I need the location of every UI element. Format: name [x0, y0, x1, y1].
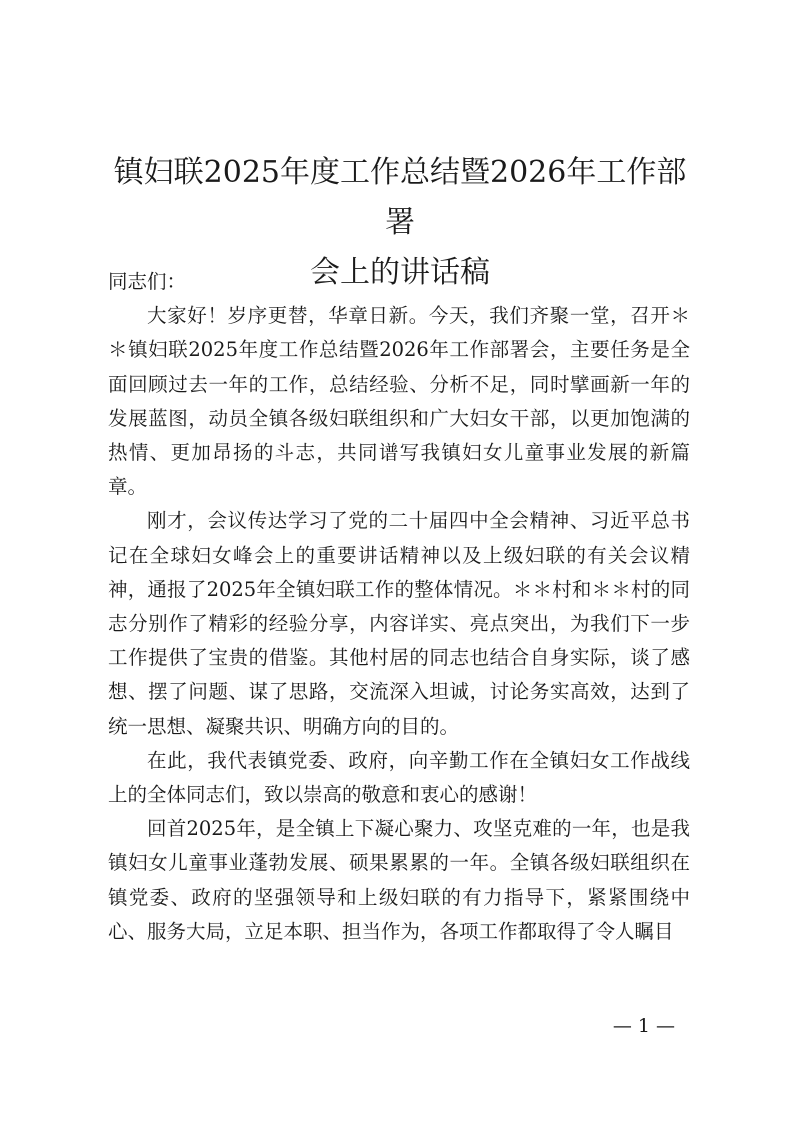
paragraph: 大家好！岁序更替，华章日新。今天，我们齐聚一堂，召开＊＊镇妇联2025年度工作总结暨2026年工作部署会，主要任务是全面回顾过去一年的工作，总结经验、分析不足，同时擘画新一年的发展蓝图，动员全镇各级妇联组织和广大妇女干部，以更加饱满的热情、更加昂扬的斗志，共同谱写我镇妇女儿童事业发展的新篇章。 — [108, 304, 690, 499]
paragraph: 刚才，会议传达学习了党的二十届四中全会精神、习近平总书记在全球妇女峰会上的重要讲话精神以及上级妇联的有关会议精神，通报了2025年全镇妇联工作的整体情况。＊＊村和＊＊村的同志分别作了精彩的经验分享，内容详实、亮点突出，为我们下一步工作提供了宝贵的借鉴。其他村居的同志也结合自身实际，谈了感想、摆了问题、谋了思路，交流深入坦诚，讨论务实高效，达到了统一思想、凝聚共识、明确方向的目的。 — [108, 509, 690, 738]
page-number: — 1 — — [612, 1015, 675, 1037]
title-line-2: 会上的讲话稿 — [310, 255, 490, 290]
title-line-1: 镇妇联2025年度工作总结暨2026年工作部署 — [113, 155, 687, 240]
document-body — [108, 265, 690, 949]
salutation: 同志们： — [108, 270, 187, 293]
paragraph: 回首2025年，是全镇上下凝心聚力、攻坚克难的一年，也是我镇妇女儿童事业蓬勃发展、硕果累累的一年。全镇各级妇联组织在镇党委、政府的坚强领导和上级妇联的有力指导下，紧紧围绕中心、服务大局，立足本职、担当作为，各项工作都取得了令人瞩目 — [108, 817, 690, 943]
paragraph: 在此，我代表镇党委、政府，向辛勤工作在全镇妇女工作战线上的全体同志们，致以崇高的敬意和衷心的感谢！ — [108, 748, 690, 807]
